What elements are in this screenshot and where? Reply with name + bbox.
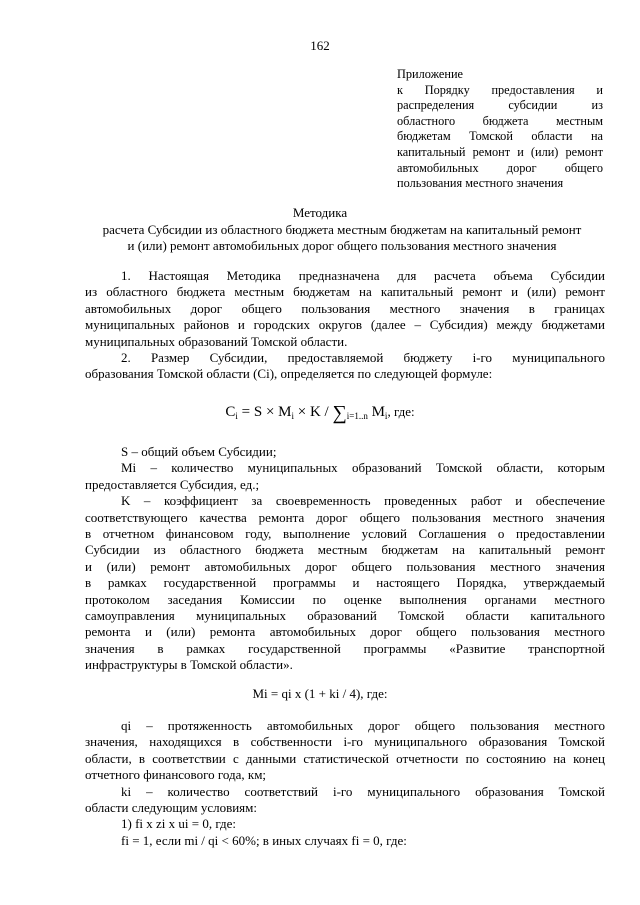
- formula-part: = S × M: [237, 404, 292, 420]
- text-line: протоколом заседания Комиссии по оценке выполнения органами местного: [85, 591, 605, 607]
- text-line: предоставляется Субсидия, ед.;: [85, 476, 260, 492]
- formula-part: , где:: [387, 404, 415, 419]
- text-line: соответствующего качества ремонта дорог общего пользования местного значения: [85, 509, 605, 525]
- text-line: образования Томской области (Ci), определяется по следующей формуле:: [85, 366, 493, 382]
- text-line: qi – протяженность автомобильных дорог общего пользования местного: [121, 718, 605, 733]
- appendix-line: капитальный ремонт и (или) ремонт: [397, 144, 603, 159]
- text-line: отчетного финансового года, км;: [85, 767, 267, 783]
- appendix-line: распределения субсидии из: [397, 98, 603, 113]
- subheading-line: и (или) ремонт автомобильных дорог общего пользования местного значения: [127, 238, 557, 253]
- appendix-line: Приложение: [397, 67, 463, 81]
- text-line: ki – количество соответствий i-го муниципального образования Томской: [121, 783, 605, 799]
- text-line: муниципальных образований Томской области.: [85, 333, 348, 349]
- appendix-line: автомобильных дорог общего: [397, 160, 603, 175]
- formula-mi: Mi = qi x (1 + ki / 4), где:: [252, 686, 388, 701]
- appendix-line: пользования местного значения: [397, 176, 564, 191]
- text-line: и (или) ремонт автомобильных дорог общего пользования местного значения: [85, 558, 605, 574]
- definitions-block: [85, 444, 605, 674]
- sigma-symbol: ∑: [332, 402, 347, 424]
- appendix-block: [397, 67, 603, 192]
- formula-part: × K /: [294, 404, 333, 420]
- document-subheading: [82, 222, 602, 254]
- subheading-line: расчета Субсидии из областного бюджета местным бюджетам на капитальный ремонт: [102, 222, 582, 237]
- formula-subscript: i: [235, 411, 238, 421]
- appendix-line: к Порядку предоставления и: [397, 82, 603, 97]
- text-line: fi = 1, если mi / qi < 60%; в иных случаях fi = 0, где:: [121, 832, 407, 848]
- text-line: Mi – количество муниципальных образований Томской области, которым: [121, 460, 605, 476]
- text-line: ремонта и (или) ремонта автомобильных дорог общего пользования местного: [85, 624, 605, 640]
- formula-subscript: i: [384, 411, 388, 421]
- text-line: 1. Настоящая Методика предназначена для расчета объема Субсидии: [121, 268, 605, 283]
- text-line: муниципальных районов и городских округов (далее – Субсидия) между бюджетами: [85, 317, 605, 333]
- formula-part: M: [367, 404, 385, 420]
- text-line: области, в соответствии с данными статистической отчетности по состоянию на конец: [85, 750, 605, 766]
- definitions-block-2: [85, 718, 605, 849]
- text-line: 2. Размер Субсидии, предоставляемой бюджету i-го муниципального: [121, 350, 605, 366]
- text-line: в рамках государственной программы и настоящего Порядка, утверждаемый: [85, 575, 605, 591]
- text-line: самоуправления муниципальных образований Томской области капитального: [85, 608, 605, 624]
- appendix-line: областного бюджета местным: [397, 113, 603, 128]
- text-line: в отчетном финансовом году, выполнение условий Соглашения о предоставлении: [85, 526, 605, 542]
- page-number: 162: [310, 38, 330, 53]
- text-line: S – общий объем Субсидии;: [121, 444, 277, 459]
- appendix-line: бюджетам Томской области на: [397, 129, 603, 144]
- paragraph-1: [85, 268, 605, 383]
- formula-subscript: i=1..n: [346, 411, 368, 421]
- text-line: Субсидии из областного бюджета местным бюджетам на капитальный ремонт: [85, 542, 605, 558]
- formula-part: C: [225, 404, 236, 420]
- text-line: инфраструктуры в Томской области».: [85, 657, 293, 673]
- text-line: значения, находящихся в собственности i-го муниципального образования Томской: [85, 734, 605, 750]
- formula-subscript: i: [291, 411, 295, 421]
- text-line: автомобильных дорог общего пользования местного значения в границах: [85, 300, 605, 316]
- text-line: области следующим условиям:: [85, 800, 258, 816]
- document-heading: Методика: [292, 205, 348, 220]
- text-line: значения в рамках государственной программы «Развитие транспортной: [85, 640, 605, 656]
- text-line: 1) fi x zi x ui = 0, где:: [121, 816, 237, 832]
- text-line: из областного бюджета местным бюджетам на капитальный ремонт и (или) ремонт: [85, 284, 605, 300]
- text-line: K – коэффициент за своевременность проведенных работ и обеспечение: [121, 493, 605, 509]
- formula-subsidy: [0, 402, 640, 425]
